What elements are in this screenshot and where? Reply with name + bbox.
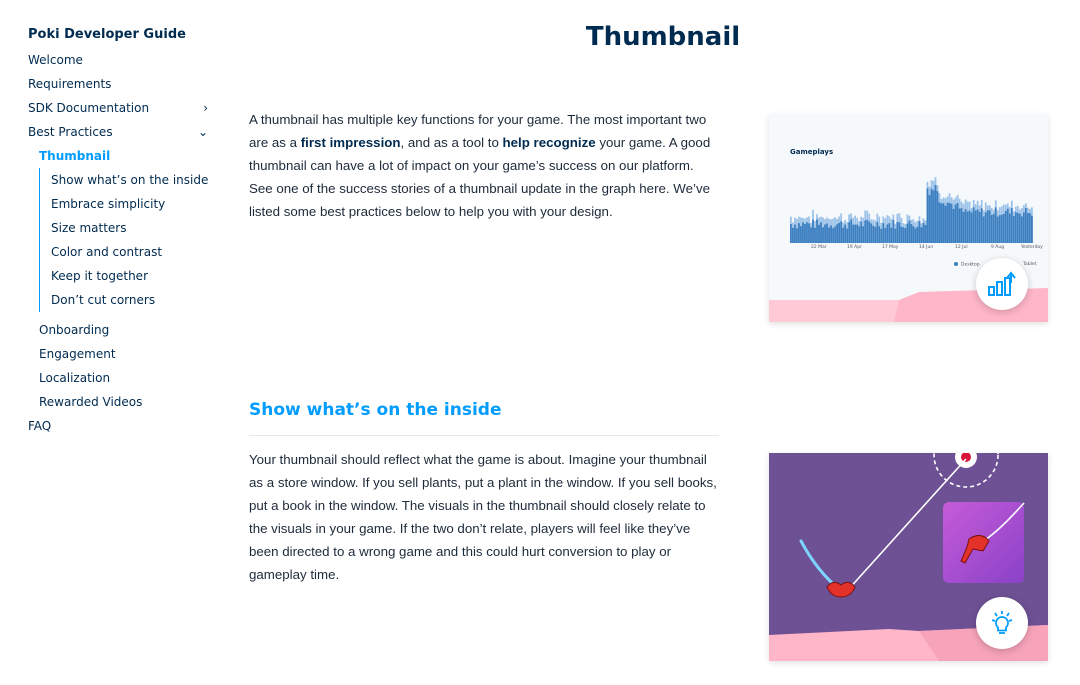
desktop-bar: [902, 227, 904, 243]
tick-label: 17 May: [882, 245, 899, 250]
desktop-bar: [953, 209, 955, 243]
desktop-bar: [876, 222, 878, 243]
tick-label: 12 Jul: [955, 245, 968, 250]
chevron-down-icon: ⌄: [197, 125, 208, 139]
desktop-bar: [931, 189, 933, 243]
chart-title: Gameplays: [790, 148, 834, 156]
tick-label: Yesterday: [1021, 245, 1043, 250]
desktop-bar: [794, 225, 796, 243]
desktop-bar: [937, 191, 939, 243]
desktop-bar: [915, 228, 917, 243]
gameplays-chart-card: [769, 114, 1048, 322]
tip-badge: [976, 597, 1028, 649]
chart-growth-badge: [976, 258, 1028, 310]
desktop-bar: [792, 228, 794, 243]
desktop-bar: [810, 227, 812, 243]
desktop-bar: [913, 226, 915, 243]
tick-label: 19 Apr: [847, 245, 862, 250]
desktop-bar: [836, 224, 838, 243]
desktop-bar: [818, 225, 820, 243]
desktop-bar: [842, 228, 844, 243]
sidebar-item-requirements[interactable]: Requirements: [28, 77, 112, 91]
section-paragraph: Your thumbnail should reflect what the game is about. Imagine your thumbnail as a store window. If you sell plants, put a plant in the window. If you sell books, put a book in the window. The visuals in the thumbnail should closely relate to the visuals in your game. If the two don’t relate, players will feel like they’ve been directed to a wrong game and this could hurt conversion to play or gameplay time.: [249, 452, 717, 582]
desktop-bar: [985, 212, 987, 243]
desktop-bar: [888, 223, 890, 243]
desktop-bar: [834, 227, 836, 243]
desktop-bar: [798, 223, 800, 243]
page-title: Thumbnail: [585, 22, 741, 52]
sidebar-item-best-practices[interactable]: [28, 120, 218, 144]
first-impression-link[interactable]: first impression: [300, 135, 401, 150]
desktop-bar: [935, 185, 937, 243]
desktop-bar: [997, 217, 999, 243]
desktop-bar: [1029, 213, 1031, 243]
desktop-bar: [816, 219, 818, 243]
desktop-bar: [947, 203, 949, 243]
desktop-bar: [904, 228, 906, 243]
legend-label: Desktop: [961, 262, 980, 268]
desktop-bar: [1021, 216, 1023, 243]
desktop-bar: [955, 205, 957, 243]
desktop-bar: [1009, 214, 1011, 243]
desktop-bar: [1015, 212, 1017, 243]
help-recognize-link[interactable]: help recognize: [502, 135, 596, 150]
desktop-bar: [1001, 215, 1003, 243]
desktop-bar: [852, 225, 854, 243]
desktop-bar: [838, 223, 840, 243]
desktop-bar: [808, 223, 810, 243]
sidebar-subitem-embrace-simplicity[interactable]: Embrace simplicity: [51, 197, 166, 211]
sidebar-subnav: [39, 168, 218, 312]
desktop-bar: [925, 225, 927, 243]
desktop-bar: [826, 224, 828, 243]
desktop-bar: [1005, 211, 1007, 243]
desktop-bar: [979, 212, 981, 243]
section-divider: [249, 435, 719, 436]
desktop-bar: [854, 225, 856, 243]
desktop-bar: [973, 207, 975, 243]
desktop-bar: [961, 208, 963, 243]
intro-text-1: A thumbnail has multiple key functions for your game. The most important two are as a: [249, 112, 707, 150]
desktop-bar: [872, 226, 874, 243]
desktop-bar: [941, 203, 943, 243]
sidebar-nav: [28, 24, 218, 438]
desktop-bar: [987, 210, 989, 243]
desktop-bar: [910, 224, 912, 243]
desktop-bar: [1003, 214, 1005, 243]
sidebar-item-sdk-documentation[interactable]: [28, 96, 218, 120]
desktop-bar: [840, 221, 842, 243]
desktop-bar: [790, 224, 792, 243]
desktop-bar: [1025, 208, 1027, 243]
desktop-bar: [858, 226, 860, 243]
desktop-bar: [929, 195, 931, 243]
desktop-bar: [995, 207, 997, 243]
desktop-bar: [850, 219, 852, 243]
desktop-bar: [896, 222, 898, 243]
desktop-bar: [882, 223, 884, 243]
desktop-bar: [917, 227, 919, 243]
sidebar-item-localization[interactable]: Localization: [39, 371, 111, 385]
intro-text-2: , and as a tool to: [400, 135, 503, 150]
desktop-bar: [923, 223, 925, 243]
sidebar-subitem-dont-cut-corners[interactable]: Don’t cut corners: [51, 293, 156, 307]
desktop-bar: [943, 203, 945, 243]
desktop-bar: [892, 220, 894, 243]
desktop-bar: [886, 224, 888, 243]
desktop-bar: [856, 224, 858, 243]
desktop-bar: [866, 220, 868, 243]
desktop-bar: [959, 209, 961, 243]
lightbulb-icon: [989, 610, 1015, 636]
legend-dot-icon: [954, 262, 958, 266]
desktop-bar: [967, 212, 969, 243]
intro-text-3: your game. A good thumbnail can have a lot of impact on your game’s success on our platform. See one of the success stories of a thumbnail update in the graph here. We’ve listed some best practices below to help you with your design.: [249, 135, 711, 219]
desktop-bar: [971, 213, 973, 243]
sidebar-subitem-color-contrast[interactable]: Color and contrast: [51, 245, 163, 259]
desktop-bar: [975, 210, 977, 243]
desktop-bar: [806, 222, 808, 243]
sidebar-item-welcome[interactable]: Welcome: [28, 53, 83, 67]
sidebar-subitem-show-inside[interactable]: Show what’s on the inside: [51, 173, 209, 187]
desktop-bar: [878, 226, 880, 243]
sidebar-item-label: Best Practices: [28, 125, 113, 139]
desktop-bar: [1011, 208, 1013, 243]
intro-paragraph: [249, 108, 719, 223]
desktop-bar: [1027, 213, 1029, 243]
desktop-bar: [1031, 216, 1033, 243]
desktop-bar: [993, 214, 995, 243]
chevron-right-icon: ›: [203, 101, 208, 115]
desktop-bar: [846, 229, 848, 243]
sidebar-subitem-size-matters[interactable]: Size matters: [51, 221, 127, 235]
desktop-bar: [822, 227, 824, 243]
desktop-bar: [1017, 213, 1019, 243]
desktop-bar: [1007, 209, 1009, 243]
desktop-bar: [908, 221, 910, 243]
legend-tablet: Tablet: [1023, 262, 1037, 267]
desktop-bar: [898, 222, 900, 243]
desktop-bar: [989, 210, 991, 243]
desktop-bar: [802, 222, 804, 243]
desktop-bar: [864, 220, 866, 243]
sidebar-item-rewarded-videos[interactable]: Rewarded Videos: [39, 395, 143, 409]
desktop-bar: [814, 228, 816, 243]
desktop-bar: [1019, 214, 1021, 243]
desktop-bar: [981, 208, 983, 243]
desktop-bar: [965, 209, 967, 243]
desktop-bar: [957, 203, 959, 243]
desktop-bar: [951, 204, 953, 243]
sidebar-item-thumbnail[interactable]: Thumbnail: [39, 149, 111, 163]
desktop-bar: [824, 225, 826, 243]
sidebar-title[interactable]: Poki Developer Guide: [28, 27, 186, 42]
tick-label: 14 Jun: [919, 245, 934, 250]
desktop-bar: [927, 188, 929, 243]
sidebar-item-onboarding[interactable]: Onboarding: [39, 323, 110, 337]
desktop-bar: [969, 211, 971, 243]
desktop-bar: [812, 220, 814, 243]
desktop-bar: [870, 223, 872, 243]
desktop-bar: [1013, 216, 1015, 243]
desktop-bar: [939, 202, 941, 243]
desktop-bar: [919, 221, 921, 243]
legend-desktop: [954, 262, 980, 268]
desktop-bar: [860, 222, 862, 243]
desktop-bar: [800, 226, 802, 243]
desktop-bar: [804, 224, 806, 243]
game-thumbnail-illustration: [769, 453, 1048, 661]
desktop-bar: [890, 228, 892, 243]
section-heading: Show what’s on the inside: [249, 400, 502, 420]
desktop-bar: [999, 215, 1001, 243]
desktop-bar: [828, 227, 830, 243]
desktop-bar: [963, 212, 965, 243]
desktop-bar: [796, 228, 798, 243]
desktop-bar: [945, 206, 947, 243]
desktop-bar: [949, 203, 951, 243]
sidebar-subitem-keep-together[interactable]: Keep it together: [51, 269, 148, 283]
sidebar-item-label: SDK Documentation: [28, 101, 150, 115]
sidebar-item-engagement[interactable]: Engagement: [39, 347, 116, 361]
desktop-bar: [977, 209, 979, 243]
desktop-bar: [894, 229, 896, 243]
desktop-bar: [900, 227, 902, 243]
desktop-bar: [880, 229, 882, 243]
desktop-bar: [868, 222, 870, 243]
desktop-bar: [906, 224, 908, 243]
desktop-bar: [983, 216, 985, 243]
desktop-bar: [933, 190, 935, 243]
tick-label: 9 Aug: [991, 245, 1005, 250]
bar-chart-up-icon: [987, 270, 1017, 298]
desktop-bar: [874, 227, 876, 243]
desktop-bar: [820, 222, 822, 243]
desktop-bar: [848, 222, 850, 243]
desktop-bar: [830, 225, 832, 243]
desktop-bar: [921, 227, 923, 243]
pink-footer-shape-light: [769, 300, 899, 322]
desktop-bar: [832, 228, 834, 243]
desktop-bar: [884, 228, 886, 243]
desktop-bar: [991, 215, 993, 243]
desktop-bar: [1023, 212, 1025, 243]
desktop-bar: [862, 226, 864, 243]
desktop-bar: [844, 224, 846, 243]
tick-label: 22 Mar: [811, 245, 827, 250]
sidebar-item-faq[interactable]: FAQ: [28, 419, 52, 433]
